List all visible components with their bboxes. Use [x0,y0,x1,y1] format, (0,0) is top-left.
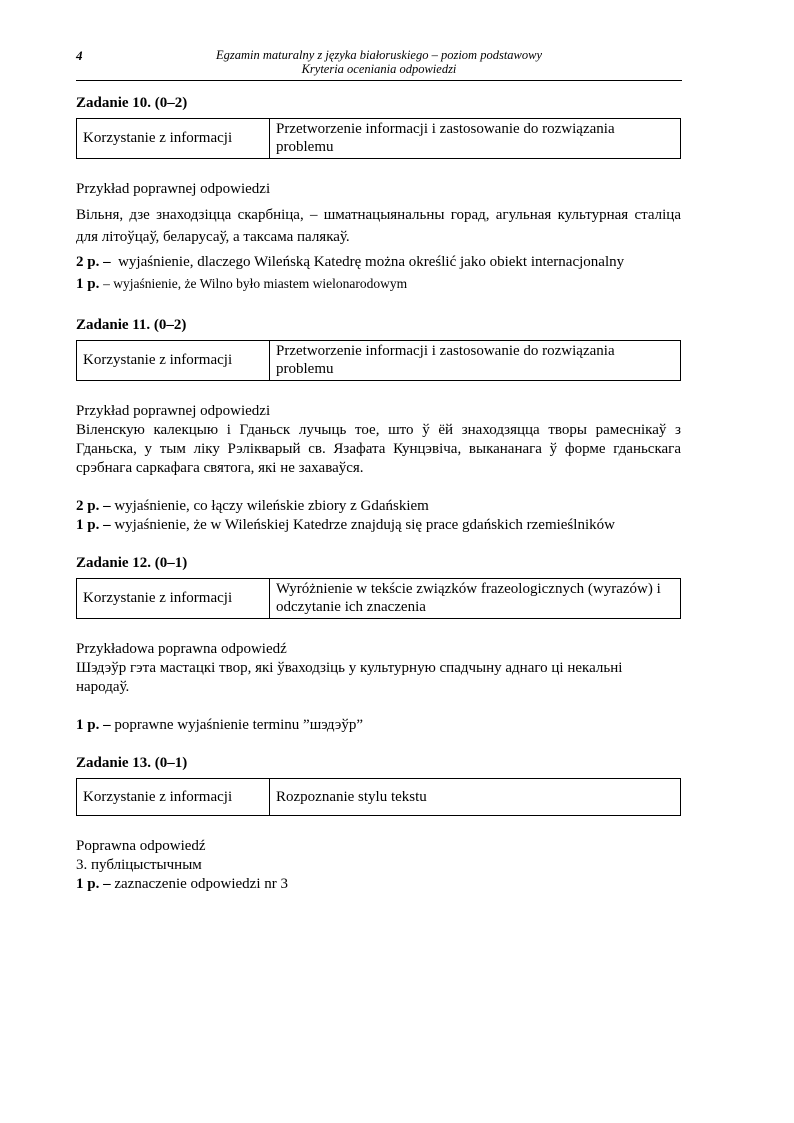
score-text: wyjaśnienie, że w Wileńskiej Katedrze znajdują się prace gdańskich rzemieślników [114,517,615,533]
score-points: 1 p. – [76,876,111,892]
criteria-specific: Wyróżnienie w tekście związków frazeologicznych (wyrazów) i odczytanie ich znaczenia [270,579,681,619]
task-title: Zadanie 13. (0–1) [76,755,188,771]
criteria-table [76,578,681,619]
score-text: wyjaśnienie, co łączy wileńskie zbiory z Gdańskiem [114,498,429,514]
main-content [76,94,681,894]
example-label: Przykład poprawnej odpowiedzi [76,403,271,419]
score-text: poprawne wyjaśnienie terminu ”шэдэўр” [114,717,364,733]
criteria-general: Korzystanie z informacji [77,779,270,816]
score-points: 2 p. – [76,498,111,514]
example-answer: Вільня, дзе знаходзіцца скарбніца, – шматнацыянальны горад, агульная культурная сталіца для літоўцаў, беларусаў, а таксама палякаў. [76,207,681,245]
criteria-specific: Przetworzenie informacji i zastosowanie do rozwiązania problemu [270,119,681,159]
score-points: 1 p. [76,276,100,292]
score-text: wyjaśnienie, dlaczego Wileńską Katedrę można określić jako obiekt internacjonalny [118,254,625,270]
score-text: zaznaczenie odpowiedzi nr 3 [114,876,289,892]
page-number: 4 [76,48,83,63]
criteria-specific: Rozpoznanie stylu tekstu [270,779,681,816]
task-title: Zadanie 10. (0–2) [76,95,188,111]
task-title: Zadanie 12. (0–1) [76,555,188,571]
task-11 [76,316,681,535]
criteria-table [76,118,681,159]
score-points: 1 p. – [76,717,111,733]
example-label: Przykładowa poprawna odpowiedź [76,641,287,657]
criteria-table [76,340,681,381]
score-1 [76,516,681,535]
score-2 [76,497,681,516]
score-2 [76,251,681,273]
task-10 [76,94,681,295]
criteria-table [76,778,681,816]
criteria-specific: Przetworzenie informacji i zastosowanie do rozwiązania problemu [270,341,681,381]
task-title: Zadanie 11. (0–2) [76,317,187,333]
page-header [76,46,682,81]
example-answer: Віленскую калекцыю і Гданьск лучыць тое, што ў ёй знаходзяцца творы рамеснікаў з Гданьска, у тым ліку Рэлікварый св. Язафата Кунцэвіча, выкананага ў форме гданьскага срэбнага саркафага святога, які не захаваўся. [76,422,681,476]
header-title [76,48,682,76]
criteria-general: Korzystanie z informacji [77,119,270,159]
score-1 [76,875,681,894]
example-answer: Шэдэўр гэта мастацкі твор, які ўваходзіць у культурную спадчыну аднаго ці некальні народаў. [76,660,623,695]
example-answer: 3. публіцыстычным [76,857,202,873]
score-1 [76,716,681,735]
task-13 [76,754,681,894]
example-label: Przykład poprawnej odpowiedzi [76,181,271,197]
header-line-1: Egzamin maturalny z języka białoruskiego – poziom podstawowy [215,48,543,62]
header-line-2: Kryteria oceniania odpowiedzi [301,62,457,76]
task-12 [76,554,681,735]
score-points: 1 p. – [76,517,111,533]
score-1 [76,273,681,295]
criteria-general: Korzystanie z informacji [77,341,270,381]
criteria-general: Korzystanie z informacji [77,579,270,619]
score-points: 2 p. – [76,254,111,270]
example-label: Poprawna odpowiedź [76,838,206,854]
score-text: – wyjaśnienie, że Wilno było miastem wielonarodowym [103,276,408,291]
